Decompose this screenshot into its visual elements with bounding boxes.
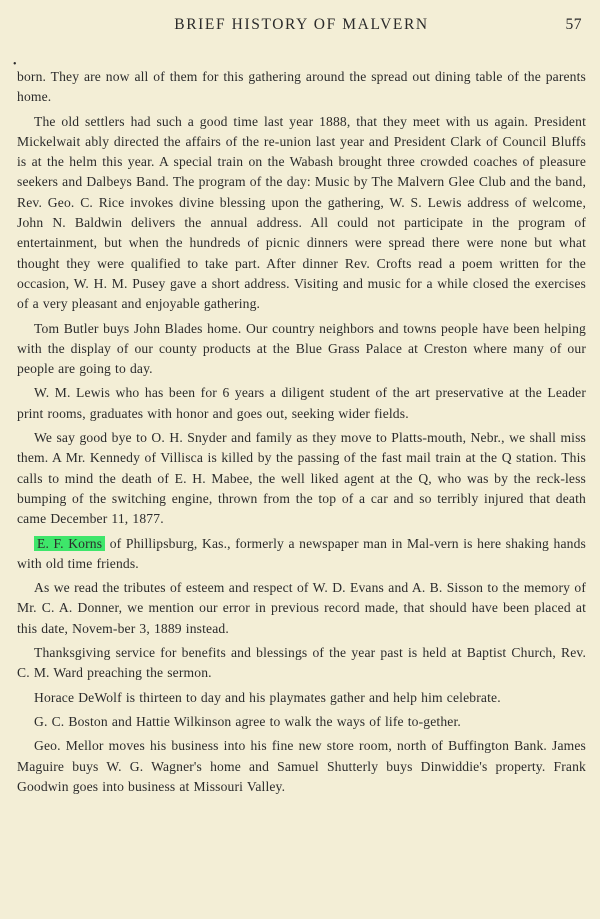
- paragraph: Horace DeWolf is thirteen to day and his playmates gather and help him celebrate.: [34, 689, 501, 705]
- paragraph-highlighted: [17, 534, 586, 575]
- page-body: [17, 67, 586, 797]
- running-header: [17, 0, 586, 48]
- paragraph: We say good bye to O. H. Snyder and family as they move to Platts-mouth, Nebr., we shall miss them. A Mr. Kennedy of Villisca is killed by the passing of the fast mail train at the Q station. This calls to mind the death of E. H. Mabee, the well liked agent at the Q, who was by the reck-less bumping of the switching engine, thrown from the top of a car and so terribly injured that death came December 11, 1877.: [17, 430, 586, 527]
- page-number: 57: [565, 16, 582, 33]
- paragraph: born. They are now all of them for this gathering around the spread out dining table of the parents home.: [17, 69, 586, 105]
- stray-mark: •: [13, 59, 17, 70]
- paragraph: W. M. Lewis who has been for 6 years a diligent student of the art preservative at the Leader print rooms, graduates with honor and goes out, seeking wider fields.: [17, 385, 586, 421]
- paragraph: Tom Butler buys John Blades home. Our country neighbors and towns people have been helping with the display of our county products at the Blue Grass Palace at Creston where many of our people are going to day.: [17, 320, 586, 377]
- running-title: BRIEF HISTORY OF MALVERN: [174, 16, 429, 33]
- paragraph: Thanksgiving service for benefits and blessings of the year past is held at Baptist Church, Rev. C. M. Ward preaching the sermon.: [17, 645, 586, 681]
- paragraph-text: of Phillipsburg, Kas., formerly a newspaper man in Mal-vern is here shaking hands with old time friends.: [17, 535, 586, 571]
- paragraph: As we read the tributes of esteem and respect of W. D. Evans and A. B. Sisson to the memory of Mr. C. A. Donner, we mention our error in previous record made, that should have been placed at this date, Novem-ber 3, 1889 instead.: [17, 580, 586, 636]
- paragraph: G. C. Boston and Hattie Wilkinson agree to walk the ways of life to-gether.: [34, 713, 461, 729]
- highlighted-name[interactable]: E. F. Korns: [34, 536, 105, 551]
- paragraph: Geo. Mellor moves his business into his fine new store room, north of Buffington Bank. James Maguire buys W. G. Wagner's home and Samuel Shutterly buys Dinwiddie's property. Frank Goodwin goes into business at Missouri Valley.: [17, 738, 586, 794]
- paragraph: The old settlers had such a good time last year 1888, that they meet with us again. President Mickelwait ably directed the affairs of the re-union last year and President Clark of Council Bluffs is at the helm this year. A special train on the Wabash brought three crowded coaches of pleasure seekers and Dalbeys Band. The program of the day: Music by The Malvern Glee Club and the band, Rev. Geo. C. Rice invokes divine blessing upon the gathering, W. S. Lewis address of welcome, John N. Baldwin delivers the annual address. All could not participate in the program of entertainment, but when the hundreds of picnic dinners were spread there were none but what thought they were qualified to take part. After dinner Rev. Crofts read a poem written for the occasion, W. H. M. Pusey gave a short address. Visiting and music for a while closed the exercises of a very pleasant and enjoyable gathering.: [17, 113, 586, 312]
